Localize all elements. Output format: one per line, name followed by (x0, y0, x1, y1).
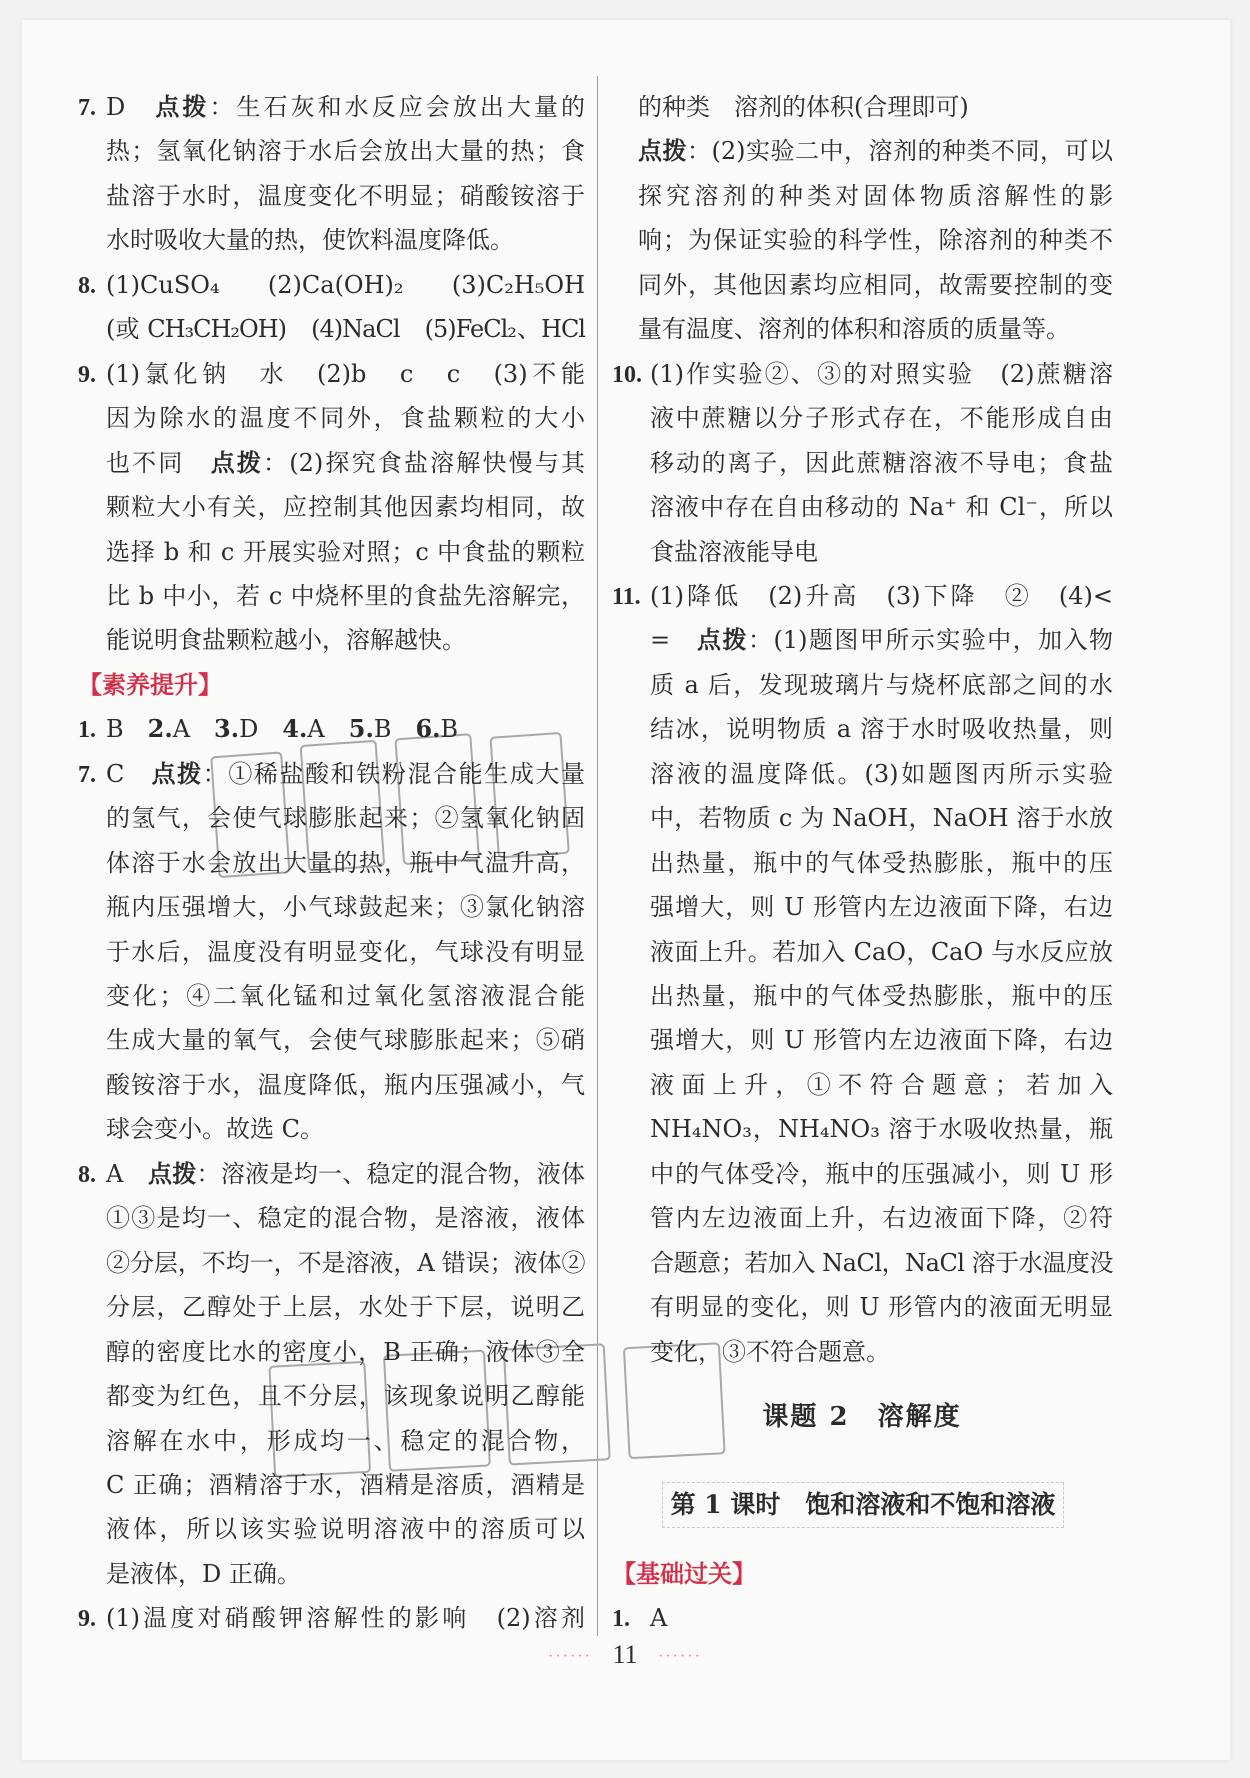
answer-line (106, 1374, 585, 1418)
answer-line (78, 263, 585, 307)
line-text: 都变为红色，且不分层，该现象说明乙醇能 (106, 1382, 585, 1411)
line-text: 醇的密度比水的密度小，B 正确；液体③全 (106, 1337, 585, 1366)
line-text: 热；氢氧化钠溶于水后会放出大量的热；食 (106, 137, 585, 166)
line-text: A (650, 1604, 668, 1633)
line-text: (1)作实验②、③的对照实验 (2)蔗糖溶 (650, 359, 1113, 388)
line-text: A (106, 1159, 148, 1188)
answer-line (612, 352, 1113, 396)
line-text: (或 CH₃CH₂OH) (4)NaCl (5)FeCl₂、HCl (106, 315, 585, 344)
answer-line (106, 1552, 585, 1596)
line-text: 酸铵溶于水，温度降低，瓶内压强减小，气 (106, 1070, 585, 1099)
page-dots-left: ······ (548, 1648, 592, 1666)
answer-line (106, 129, 585, 173)
lesson-title: 课题 2 溶解度 (762, 1402, 962, 1432)
line-text: 中，若物质 c 为 NaOH，NaOH 溶于水放 (650, 804, 1113, 833)
period-title-box: 第 1 课时 饱和溶液和不饱和溶液 (662, 1482, 1064, 1528)
bold-label: 点拨 (210, 447, 264, 477)
bold-label: 点拨 (638, 136, 687, 166)
line-text: A (172, 715, 215, 744)
line-text: (1)氯化钠 水 (2)b c c (3)不能 (106, 359, 585, 388)
bold-label: 4. (282, 714, 308, 744)
bold-label: 6. (415, 714, 441, 744)
line-text: 水时吸收大量的热，使饮料温度降低。 (106, 226, 514, 255)
line-text: 探究溶剂的种类对固体物质溶解性的影 (638, 181, 1113, 210)
answer-line (106, 618, 585, 662)
answer-line (78, 1596, 585, 1640)
question-number: 1. (78, 717, 96, 744)
line-text: 比 b 中小，若 c 中烧杯里的食盐先溶解完， (106, 581, 585, 610)
bold-label: 5. (348, 714, 374, 744)
line-text: 球会变小。故选 C。 (106, 1115, 324, 1144)
answer-line (650, 1152, 1113, 1196)
question-number: 8. (78, 272, 96, 299)
bold-label: 2. (147, 714, 173, 744)
question-number: 8. (78, 1161, 96, 1188)
answer-line (650, 930, 1113, 974)
line-text: ：溶液是均一、稳定的混合物，液体 (196, 1159, 586, 1188)
question-number: 10. (612, 361, 642, 388)
answer-line (106, 441, 585, 485)
line-text: 溶液中存在自由移动的 Na⁺ 和 Cl⁻，所以 (650, 493, 1113, 522)
line-text: 的种类 溶剂的体积(合理即可) (638, 93, 969, 121)
bold-label: 点拨 (155, 92, 210, 121)
answer-line (638, 129, 1113, 173)
answer-line (106, 1419, 585, 1463)
line-text: ：(2)实验二中，溶剂的种类不同，可以 (687, 137, 1113, 166)
answer-line (650, 485, 1113, 529)
line-text: B (106, 715, 148, 744)
answer-line (106, 796, 585, 840)
answer-line (106, 1063, 585, 1107)
answer-line (106, 396, 585, 440)
bold-label: 3. (214, 714, 240, 744)
line-text: 生成大量的氧气，会使气球膨胀起来；⑤硝 (106, 1026, 585, 1055)
page-footer (0, 1640, 1250, 1670)
answer-line (106, 485, 585, 529)
answer-line (650, 530, 1113, 574)
line-text: 出热量，瓶中的气体受热膨胀，瓶中的压 (650, 848, 1113, 877)
answer-line (78, 1152, 585, 1196)
answer-line (106, 307, 585, 351)
answer-line (650, 1330, 1113, 1374)
answer-line (638, 307, 1113, 351)
answer-line (650, 396, 1113, 440)
answer-line (106, 574, 585, 618)
answer-line (650, 618, 1113, 662)
line-text: ：生石灰和水反应会放出大量的 (209, 93, 586, 121)
line-text: NH₄NO₃，NH₄NO₃ 溶于水吸收热量，瓶 (650, 1115, 1113, 1144)
question-number: 9. (78, 361, 96, 388)
answer-line (612, 1596, 1113, 1640)
line-text: 于水后，温度没有明显变化，气球没有明显 (106, 937, 585, 966)
line-text: 移动的离子，因此蔗糖溶液不导电；食盐 (650, 448, 1113, 477)
line-text: B (440, 715, 459, 744)
answer-line (650, 663, 1113, 707)
answer-line (106, 218, 585, 262)
line-text: D (239, 715, 283, 744)
line-text: 同外，其他因素均应相同，故需要控制的变 (638, 270, 1113, 299)
answer-line (650, 752, 1113, 796)
line-text: 液面上升。若加入 CaO，CaO 与水反应放 (650, 937, 1113, 966)
section-heading (78, 663, 585, 707)
answer-line (106, 1107, 585, 1151)
answer-line (106, 885, 585, 929)
answer-line (650, 1241, 1113, 1285)
answer-line (106, 974, 585, 1018)
line-text: (1)CuSO₄ (2)Ca(OH)₂ (3)C₂H₅OH (106, 270, 585, 299)
answer-line (612, 574, 1113, 618)
line-text: 也不同 (106, 448, 211, 477)
answer-line (650, 885, 1113, 929)
question-number: 7. (78, 95, 96, 121)
section-heading (612, 1552, 1113, 1596)
question-number: 11. (612, 583, 641, 610)
line-text: 【素养提升】 (78, 669, 222, 699)
answer-line (106, 530, 585, 574)
answer-line (106, 1285, 585, 1329)
line-text: ①③是均一、稳定的混合物，是溶液，液体 (106, 1204, 585, 1233)
line-text: B (373, 715, 416, 744)
line-text: C (106, 759, 152, 788)
answer-line (650, 441, 1113, 485)
line-text: 管内左边液面上升，右边液面下降，②符 (650, 1204, 1113, 1233)
answer-line (106, 841, 585, 885)
answer-line (650, 841, 1113, 885)
answer-line (106, 1463, 585, 1507)
line-text: 有明显的变化，则 U 形管内的液面无明显 (650, 1293, 1113, 1322)
line-text: D (106, 93, 156, 121)
line-text: 溶解在水中，形成均一、稳定的混合物， (106, 1426, 585, 1455)
answer-line (78, 752, 585, 796)
line-text: 液中蔗糖以分子形式存在，不能形成自由 (650, 404, 1113, 433)
answer-line (106, 930, 585, 974)
line-text: ：(2)探究食盐溶解快慢与其 (263, 448, 586, 477)
answer-line (106, 1507, 585, 1551)
line-text: 强增大，则 U 形管内左边液面下降，右边 (650, 1026, 1113, 1055)
answer-line (638, 85, 1113, 129)
bold-label: 点拨 (151, 758, 203, 788)
question-number: 9. (78, 1606, 96, 1633)
answer-line (638, 218, 1113, 262)
line-text: 【基础过关】 (612, 1558, 756, 1588)
line-text: 溶液的温度降低。(3)如题图丙所示实验 (650, 759, 1113, 788)
line-text: 瓶内压强增大，小气球鼓起来；③氯化钠溶 (106, 893, 585, 922)
line-text: 盐溶于水时，温度变化不明显；硝酸铵溶于 (106, 181, 585, 210)
answer-line (106, 1330, 585, 1374)
answer-line (638, 263, 1113, 307)
line-text: (1)温度对硝酸钾溶解性的影响 (2)溶剂 (106, 1604, 585, 1633)
answer-line (106, 1018, 585, 1062)
line-text: 响；为保证实验的科学性，除溶剂的种类不 (638, 226, 1113, 255)
line-text: 是液体，D 正确。 (106, 1559, 301, 1588)
answer-line (638, 174, 1113, 218)
line-text: 中的气体受冷，瓶中的压强减小，则 U 形 (650, 1159, 1113, 1188)
answer-line (650, 1063, 1113, 1107)
bold-label: 点拨 (147, 1158, 197, 1188)
line-text: 分层，乙醇处于上层，水处于下层，说明乙 (106, 1293, 585, 1322)
answer-line (650, 796, 1113, 840)
line-text: (1)降低 (2)升高 (3)下降 ② (4)< (650, 581, 1113, 610)
line-text: 变化，③不符合题意。 (650, 1337, 890, 1366)
answer-line (650, 1285, 1113, 1329)
line-text: = (650, 626, 698, 655)
line-text: C 正确；酒精溶于水，酒精是溶质，酒精是 (106, 1470, 585, 1499)
line-text: ②分层，不均一，不是溶液，A 错误；液体② (106, 1248, 585, 1277)
answer-line (106, 1241, 585, 1285)
line-text: 强增大，则 U 形管内左边液面下降，右边 (650, 893, 1113, 922)
page-number: 11 (612, 1640, 638, 1669)
answer-line (650, 974, 1113, 1018)
answer-line (650, 707, 1113, 751)
answer-line (78, 352, 585, 396)
line-text: 体溶于水会放出大量的热，瓶中气温升高， (106, 848, 585, 877)
page-dots-right: ······ (658, 1648, 702, 1666)
line-text: 选择 b 和 c 开展实验对照；c 中食盐的颗粒 (106, 537, 585, 566)
line-text: 的氢气，会使气球膨胀起来；②氢氧化钠固 (106, 804, 585, 833)
answer-line (78, 707, 585, 751)
line-text: A (307, 715, 349, 744)
line-text: ：(1)题图甲所示实验中，加入物 (747, 626, 1114, 655)
answer-line (106, 1196, 585, 1240)
line-text: 出热量，瓶中的气体受热膨胀，瓶中的压 (650, 982, 1113, 1010)
line-text: 颗粒大小有关，应控制其他因素均相同，故 (106, 493, 585, 522)
answer-line (650, 1196, 1113, 1240)
line-text: 因为除水的温度不同外，食盐颗粒的大小 (106, 404, 585, 433)
question-number: 7. (78, 761, 96, 788)
line-text: 质 a 后，发现玻璃片与烧杯底部之间的水 (650, 670, 1113, 699)
answer-line (650, 1107, 1113, 1151)
line-text: 食盐溶液能导电 (650, 537, 818, 566)
line-text: 量有温度、溶剂的体积和溶质的质量等。 (638, 315, 1070, 344)
answer-line (78, 85, 585, 129)
line-text: 能说明食盐颗粒越小，溶解越快。 (106, 626, 466, 655)
question-number: 1. (612, 1606, 630, 1633)
line-text: 液面上升，①不符合题意；若加入 (650, 1070, 1113, 1099)
line-text: ：①稀盐酸和铁粉混合能生成大量 (202, 759, 585, 788)
bold-label: 点拨 (697, 625, 748, 655)
line-text: 合题意；若加入 NaCl，NaCl 溶于水温度没 (650, 1248, 1113, 1277)
line-text: 液体，所以该实验说明溶液中的溶质可以 (106, 1515, 585, 1544)
line-text: 结冰，说明物质 a 溶于水时吸收热量，则 (650, 715, 1113, 744)
line-text: 变化；④二氧化锰和过氧化氢溶液混合能 (106, 982, 585, 1010)
answer-line (106, 174, 585, 218)
answer-line (650, 1018, 1113, 1062)
